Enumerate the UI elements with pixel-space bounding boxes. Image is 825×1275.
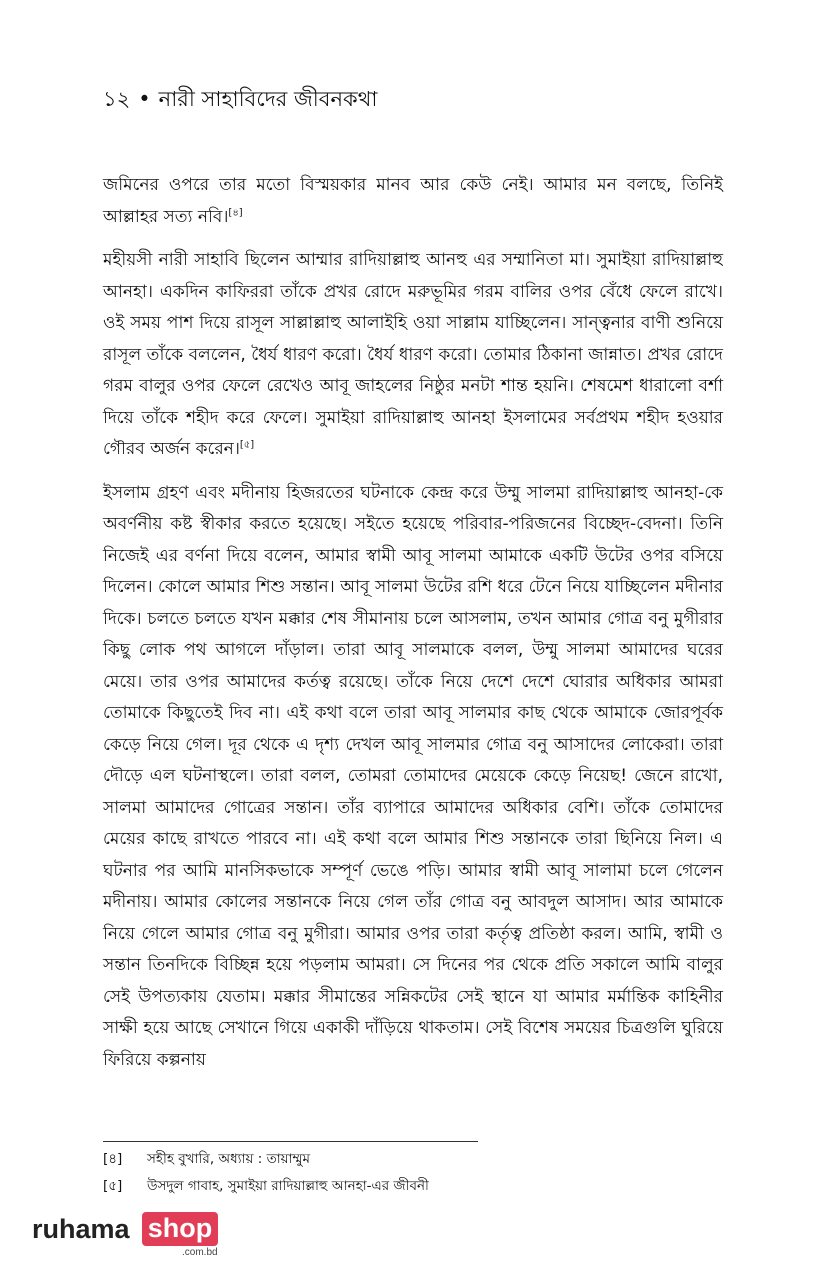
logo-domain: .com.bd: [182, 1247, 218, 1258]
footnote-divider: [103, 1141, 478, 1142]
body-text: [103, 170, 723, 1088]
footnote-reference: [৪]: [228, 206, 243, 218]
footnote-mark: [৪]: [103, 1151, 123, 1167]
paragraph: [103, 245, 723, 466]
paragraph: [103, 478, 723, 1077]
footnote-text: উসদুল গাবাহ, সুমাইয়া রাদিয়াল্লাহু আনহা-এর জীবনী: [147, 1178, 429, 1194]
running-header: [103, 84, 723, 114]
ruhamashop-logo: [32, 1212, 232, 1262]
paragraph-text: জমিনের ওপরে তার মতো বিস্ময়কার মানব আর কেউ নেই। আমার মন বলছে, তিনিই আল্লাহর সত্য নবি।: [103, 175, 723, 227]
footnote-mark: [৫]: [103, 1178, 123, 1194]
page-number: ১২: [103, 87, 131, 111]
header-separator: •: [138, 87, 151, 111]
book-title: নারী সাহাবিদের জীবনকথা: [158, 87, 378, 111]
paragraph-text: ইসলাম গ্রহণ এবং মদীনায় হিজরতের ঘটনাকে কেন্দ্র করে উম্মু সালমা রাদিয়াল্লাহু আনহা-কে অবর্ণনীয় কষ্ট স্বীকার করতে হয়েছে। সইতে হয়েছে পরিবার-পরিজনের বিচ্ছেদ-বেদনা। তিনি নিজেই এর বর্ণনা দিয়ে বলেন, আমার স্বামী আবূ সালমা আমাকে একটি উটের ওপর বসিয়ে দিলেন। কোলে আমার শিশু সন্তান। আবূ সালমা উটের রশি ধরে টেনে নিয়ে যাচ্ছিলেন মদীনার দিকে। চলতে চলতে যখন মক্কার শেষ সীমানায় চলে আসলাম, তখন আমার গোত্র বনু মুগীরার কিছু লোক পথ আগলে দাঁড়াল। তারা আবূ সালমাকে বলল, উম্মু সালমা আমাদের ঘরের মেয়ে। তার ওপর আমাদের কর্তত্ব রয়েছে। তাঁকে নিয়ে দেশে দেশে ঘোরার অধিকার আমরা তোমাকে কিছুতেই দিব না। এই কথা বলে তারা আবূ সালমার কাছ থেকে আমাকে জোরপূর্বক কেড়ে নিয়ে গেল। দূর থেকে এ দৃশ্য দেখল আবূ সালমার গোত্র বনু আসাদের লোকেরা। তারা দৌড়ে এল ঘটনাস্থলে। তারা বলল, তোমরা তোমাদের মেয়েকে কেড়ে নিয়েছ! জেনে রাখো, সালমা আমাদের গোত্রের সন্তান। তাঁর ব্যাপারে আমাদের অধিকার বেশি। তাঁকে তোমাদের মেয়ের কাছে রাখতে পারবে না। এই কথা বলে আমার শিশু সন্তানকে তারা ছিনিয়ে নিল। এ ঘটনার পর আমি মানসিকভাকে সম্পূর্ণ ভেঙে পড়ি। আমার স্বামী আবূ সালামা চলে গেলেন মদীনায়। আমার কোলের সন্তানকে নিয়ে গেল তাঁর গোত্র বনু আবদুল আসাদ। আর আমাকে নিয়ে গেলে আমার গোত্র বনু মুগীরা। আমার ওপর তারা কর্তৃত্ব প্রতিষ্ঠা করল। আমি, স্বামী ও সন্তান তিনদিকে বিচ্ছিন্ন হয়ে পড়লাম আমরা। সে দিনের পর থেকে প্রতি সকালে আমি বালুর সেই উপত্যকায় যেতাম। মক্কার সীমান্তের সন্নিকটের সেই স্থানে যা আমার মর্মান্তিক কাহিনীর সাক্ষী হয়ে আছে সেখানে গিয়ে একাকী দাঁড়িয়ে থাকতাম। সেই বিশেষ সময়ের চিত্রগুলি ঘুরিয়ে ফিরিয়ে কল্পনায়: [103, 482, 723, 1070]
logo-shop-badge: [142, 1212, 218, 1246]
footnote: [103, 1146, 723, 1173]
footnote-text: সহীহ বুখারি, অধ্যায় : তায়াম্মুম: [147, 1151, 311, 1167]
logo-shop-text: shop: [147, 1213, 213, 1243]
logo-brand: ruhama: [32, 1214, 130, 1244]
paragraph-text: মহীয়সী নারী সাহাবি ছিলেন আম্মার রাদিয়াল্লাহু আনহু এর সম্মানিতা মা। সুমাইয়া রাদিয়াল্লাহু আনহা। একদিন কাফিররা তাঁকে প্রখর রোদে মরুভূমির গরম বালির ওপর বেঁধে ফেলে রাখে। ওই সময় পাশ দিয়ে রাসূল সাল্লাল্লাহু আলাইহি ওয়া সাল্লাম যাচ্ছিলেন। সান্ত্বনার বাণী শুনিয়ে রাসূল তাঁকে বললেন, ধৈর্য ধারণ করো। ধৈর্য ধারণ করো। তোমার ঠিকানা জান্নাত। প্রখর রোদে গরম বালুর ওপর ফেলে রেখেও আবূ জাহলের নিষ্ঠুর মনটা শান্ত হয়নি। শেষমেশ ধারালো বর্শা দিয়ে তাঁকে শহীদ করে ফেলে। সুমাইয়া রাদিয়াল্লাহু আনহা ইসলামের সর্বপ্রথম শহীদ হওয়ার গৌরব অর্জন করেন।: [103, 250, 723, 459]
paragraph: [103, 170, 723, 233]
footnote: [103, 1173, 723, 1200]
footnotes: [103, 1146, 723, 1200]
footnote-reference: [৫]: [239, 439, 255, 451]
